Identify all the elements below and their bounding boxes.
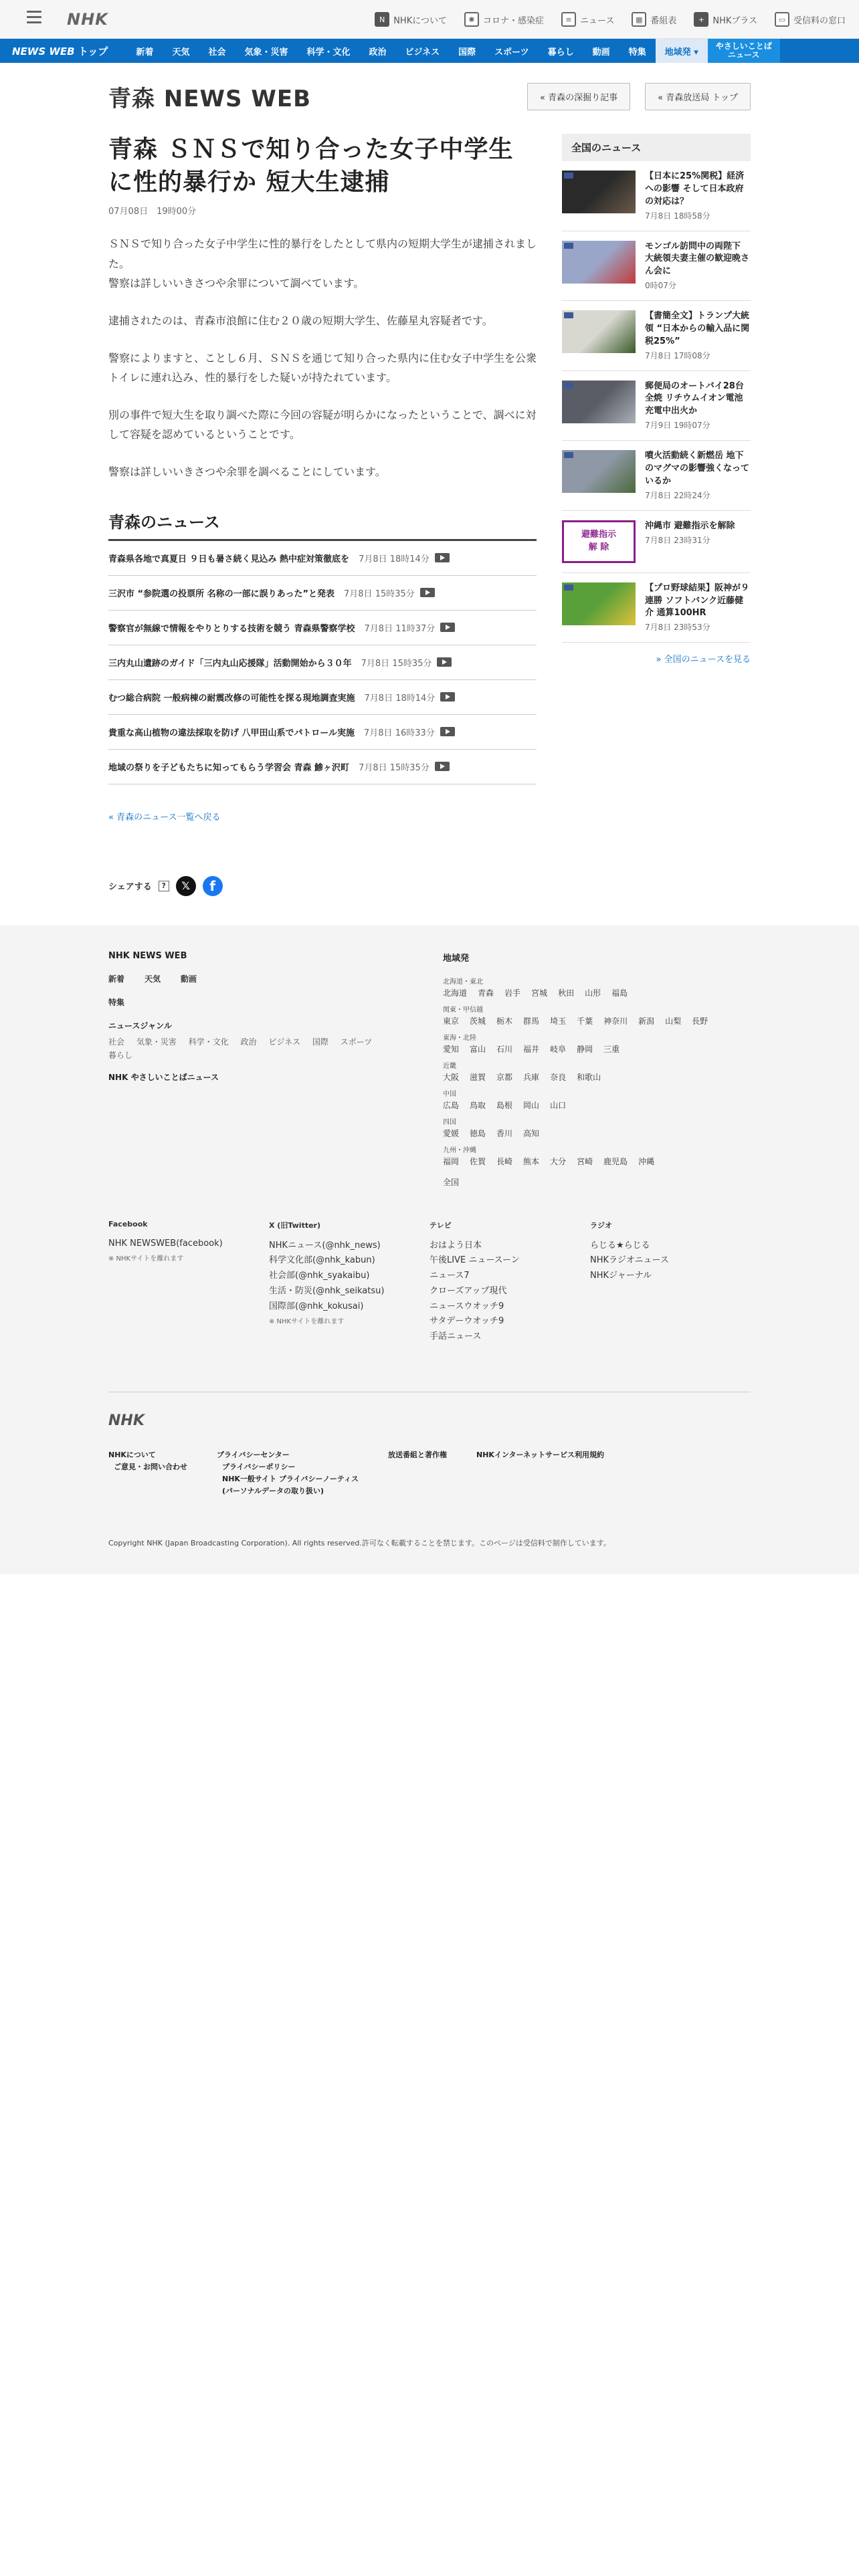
evac-line: 解 除	[588, 542, 609, 552]
toplink-program-guide[interactable]: ▦ 番組表	[632, 12, 676, 27]
video-icon	[435, 762, 450, 771]
evac-line: 避難指示	[581, 530, 616, 540]
region-link[interactable]: 島根	[496, 1100, 513, 1110]
article-body	[108, 234, 537, 481]
social-link[interactable]: NHKラジオニュース	[590, 1255, 669, 1266]
news-thumbnail	[562, 450, 636, 493]
legal-link[interactable]: NHKについて	[108, 1450, 156, 1459]
region-group-items	[443, 1128, 751, 1139]
region-link[interactable]: 鹿児島	[603, 1156, 628, 1166]
station-top-button[interactable]: « 青森放送局 トップ	[645, 83, 751, 110]
sidebar-item-text	[645, 520, 735, 563]
region-group	[443, 976, 751, 998]
legal-sub-link[interactable]: プライバシーポリシー	[222, 1462, 296, 1471]
list-item[interactable]: 地域の祭りを子どもたちに知ってもらう学習会 青森 鯵ヶ沢町 7月8日 15時35分	[108, 750, 537, 784]
legal-sub-link[interactable]: (パーソナルデータの取り扱い)	[222, 1486, 324, 1495]
social-link[interactable]: らじる★らじる	[590, 1240, 650, 1251]
footer-legal-links	[108, 1449, 751, 1496]
footer-easy-news-link[interactable]: NHK やさしいことばニュース	[108, 1073, 219, 1083]
nav-item-easy-news[interactable]: やさしいことば ニュース	[708, 39, 780, 63]
social-column-heading: ラジオ	[590, 1220, 612, 1230]
region-group	[443, 1116, 751, 1139]
sidebar-item-title: モンゴル訪問中の両陛下 大統領夫妻主催の歓迎晩さん会に	[645, 241, 750, 277]
region-group-label: 東海・北陸	[443, 1034, 476, 1042]
region-link[interactable]: 沖縄	[638, 1156, 655, 1166]
share-bar	[108, 876, 537, 896]
social-link[interactable]: 社会部(@nhk_syakaibu)	[269, 1271, 370, 1281]
legal-sub-link[interactable]: NHK一般サイト プライバシーノーティス	[222, 1474, 359, 1483]
news-thumbnail	[562, 171, 636, 213]
region-link[interactable]: 熊本	[523, 1156, 540, 1166]
sidebar-item-text	[645, 450, 751, 501]
region-link[interactable]: 宮崎	[577, 1156, 593, 1166]
sidebar-item-title: 【書簡全文】トランプ大統領 “日本からの輸入品に関税25%”	[645, 311, 750, 346]
footer-genre-link[interactable]: ビジネス	[268, 1037, 301, 1047]
news-icon: ≡	[561, 12, 576, 27]
page-title: 青森 NEWS WEB	[108, 85, 311, 112]
nav-item-society[interactable]: 社会	[208, 47, 226, 58]
region-link[interactable]: 愛知	[443, 1044, 460, 1054]
local-news-list	[108, 541, 537, 784]
sidebar-item-title: 郵便局のオートバイ28台全焼 リチウムイオン電池充電中出火か	[645, 381, 744, 417]
region-link[interactable]: 福島	[611, 988, 628, 998]
social-column	[590, 1220, 751, 1345]
region-link[interactable]: 滋賀	[470, 1072, 486, 1082]
social-column	[269, 1220, 430, 1345]
video-badge-icon	[564, 243, 573, 249]
footer-genre-link[interactable]: 暮らし	[108, 1050, 133, 1060]
region-link[interactable]: 香川	[496, 1128, 513, 1138]
list-item[interactable]: 三沢市 “参院選の投票所 名称の一部に誤りあった”と発表 7月8日 15時35分	[108, 576, 537, 611]
region-group-items	[443, 1156, 751, 1167]
legal-link-group	[476, 1449, 604, 1496]
nhk-icon: N	[375, 12, 389, 27]
region-link[interactable]: 福岡	[443, 1156, 460, 1166]
nhk-plus-icon: +	[694, 12, 708, 27]
region-group-items	[443, 1071, 751, 1083]
region-link[interactable]: 岡山	[523, 1100, 540, 1110]
region-link[interactable]: 岩手	[504, 988, 521, 998]
nav-item-disaster[interactable]: 気象・災害	[244, 47, 288, 58]
region-link[interactable]: 福井	[523, 1044, 540, 1054]
region-group-label: 北海道・東北	[443, 978, 483, 986]
sidebar-item-text	[645, 171, 751, 221]
nav-item-weather[interactable]: 天気	[172, 47, 190, 58]
footer-link-weather[interactable]: 天気	[145, 974, 161, 984]
footer-genre-links	[108, 1035, 416, 1063]
region-link[interactable]: 愛媛	[443, 1128, 460, 1138]
legal-link[interactable]: 放送番組と著作権	[388, 1450, 448, 1459]
article-paragraph: ＳＮＳで知り合った女子中学生に性的暴行をしたとして県内の短期大学生が逮捕されました。 警察は詳しいいきさつや余罪について調べています。	[108, 237, 537, 290]
article-paragraph: 別の事件で短大生を取り調べた際に今回の容疑が明らかになったということで、調べに対して容疑を認めているということです。	[108, 408, 537, 441]
sidebar-news-item[interactable]	[562, 301, 751, 371]
social-link[interactable]: 科学文化部(@nhk_kabun)	[269, 1255, 375, 1266]
social-link[interactable]: 国際部(@nhk_kokusai)	[269, 1301, 364, 1311]
sidebar-heading: 全国のニュース	[562, 134, 751, 161]
region-group-label: 近畿	[443, 1062, 456, 1070]
footer-site-title[interactable]: NHK NEWS WEB	[108, 950, 187, 961]
legal-link-group	[108, 1449, 187, 1496]
hamburger-menu-icon[interactable]	[27, 11, 41, 23]
legal-link-group	[217, 1449, 359, 1496]
region-link[interactable]: 宮城	[531, 988, 548, 998]
footer-genre-link[interactable]: 国際	[312, 1037, 328, 1047]
social-link[interactable]: クローズアップ現代	[430, 1285, 507, 1296]
footer-link-new[interactable]: 新着	[108, 974, 125, 984]
region-link[interactable]: 徳島	[470, 1128, 486, 1138]
video-icon	[435, 553, 450, 562]
article-column	[108, 134, 537, 896]
social-column-heading: Facebook	[108, 1219, 148, 1228]
video-badge-icon	[564, 584, 573, 591]
region-link[interactable]: 長崎	[496, 1156, 513, 1166]
copyright: Copyright NHK (Japan Broadcasting Corporation). All rights reserved.許可なく転載することを禁じます。このページは受信料で制作しています。	[108, 1538, 611, 1547]
legal-link[interactable]: プライバシーセンター	[217, 1450, 290, 1459]
footer-genre-link[interactable]: 科学・文化	[188, 1037, 229, 1047]
toplink-nhk-plus[interactable]: + NHKプラス	[694, 12, 757, 27]
toplink-fee[interactable]: ▭ 受信料の窓口	[775, 12, 846, 27]
region-group	[443, 1144, 751, 1167]
footer-genre-link[interactable]: スポーツ	[340, 1037, 373, 1047]
news-thumbnail	[562, 582, 636, 625]
sidebar-item-date: 7月9日 19時07分	[645, 421, 710, 431]
region-link[interactable]: 青森	[478, 988, 494, 998]
evacuation-lifted-thumbnail	[562, 520, 636, 563]
region-groups	[443, 976, 751, 1167]
region-group	[443, 1060, 751, 1083]
region-link[interactable]: 富山	[470, 1044, 486, 1054]
x-share-icon[interactable]: 𝕏	[176, 876, 196, 896]
social-link[interactable]: ニュースウオッチ9	[430, 1301, 504, 1311]
back-to-list-link[interactable]: « 青森のニュース一覧へ戻る	[108, 810, 537, 823]
page-header	[108, 82, 751, 111]
video-icon	[420, 588, 435, 597]
toplink-news[interactable]: ≡ ニュース	[561, 12, 614, 27]
virus-icon: ✺	[464, 12, 479, 27]
region-group-items	[443, 1015, 751, 1027]
tv-icon: ▭	[775, 12, 789, 27]
news-thumbnail	[562, 241, 636, 284]
region-link[interactable]: 石川	[496, 1044, 513, 1054]
sidebar-item-text	[645, 241, 751, 292]
social-link[interactable]: おはよう日本	[430, 1240, 482, 1251]
region-group	[443, 1032, 751, 1055]
region-group-label: 関東・甲信越	[443, 1006, 483, 1014]
sidebar-item-date: 0時07分	[645, 281, 676, 291]
social-column	[430, 1220, 590, 1345]
region-link[interactable]: 秋田	[558, 988, 575, 998]
footer-social-columns	[108, 1220, 751, 1345]
more-national-news-link[interactable]: » 全国のニュースを見る	[562, 652, 751, 665]
external-note: ※ NHKサイトを離れます	[269, 1318, 345, 1326]
region-link[interactable]: 高知	[523, 1128, 540, 1138]
video-icon	[440, 727, 455, 736]
article-paragraph: 警察によりますと、ことし６月、ＳＮＳを通じて知り合った県内に住む女子中学生を公衆トイレに連れ込み、性的暴行をした疑いが持たれています。	[108, 351, 537, 385]
main-nav	[0, 39, 859, 63]
social-column-heading: テレビ	[430, 1220, 452, 1230]
list-item[interactable]: 三内丸山遺跡のガイド「三内丸山応援隊」活動開始から３０年 7月8日 15時35分	[108, 645, 537, 680]
article-paragraph: 逮捕されたのは、青森市浪館に住む２０歳の短期大学生、佐藤星丸容疑者です。	[108, 314, 493, 327]
region-group-label: 九州・沖縄	[443, 1146, 476, 1154]
footer-region-all-link[interactable]: 全国	[443, 1177, 460, 1187]
social-link[interactable]: NHKニュース(@nhk_news)	[269, 1240, 381, 1251]
video-icon	[440, 692, 455, 702]
deep-dive-button[interactable]: « 青森の深掘り記事	[527, 83, 630, 110]
footer-genre-link[interactable]: 社会	[108, 1037, 125, 1047]
region-link[interactable]: 新潟	[638, 1016, 655, 1026]
help-icon[interactable]: ?	[159, 881, 169, 891]
video-badge-icon	[564, 383, 573, 389]
region-link[interactable]: 大阪	[443, 1072, 460, 1082]
region-group-items	[443, 1099, 751, 1111]
region-group	[443, 1088, 751, 1111]
footer-region-links	[443, 951, 751, 1188]
region-link[interactable]: 奈良	[550, 1072, 567, 1082]
legal-link-group	[388, 1449, 447, 1496]
article-paragraph: 警察は詳しいいきさつや余罪を調べることにしています。	[108, 465, 386, 478]
sidebar-news-item[interactable]	[562, 161, 751, 231]
sidebar-item-title: 噴火活動続く新燃岳 地下のマグマの影響強くなっているか	[645, 451, 750, 486]
nav-item-science[interactable]: 科学・文化	[306, 47, 351, 58]
region-group	[443, 1004, 751, 1027]
region-link[interactable]: 広島	[443, 1100, 460, 1110]
footer-genre-heading: ニュースジャンル	[108, 1021, 172, 1031]
nav-item-new[interactable]: 新着	[136, 47, 154, 58]
sidebar-item-text	[645, 582, 751, 633]
sidebar-item-title: 【プロ野球結果】阪神が９連勝 ソフトバンク近藤健介 通算100HR	[645, 582, 750, 619]
sidebar-news-item[interactable]	[562, 371, 751, 441]
nav-item-politics[interactable]: 政治	[369, 47, 387, 58]
sidebar-list	[562, 161, 751, 643]
region-group-label: 中国	[443, 1090, 456, 1098]
region-link[interactable]: 山口	[550, 1100, 567, 1110]
facebook-share-icon[interactable]: f	[203, 876, 223, 896]
legal-link[interactable]: NHKインターネットサービス利用規約	[476, 1450, 604, 1459]
nav-item-life[interactable]: 暮らし	[547, 47, 574, 58]
list-item[interactable]: 青森県各地で真夏日 ９日も暑さ続く見込み 熱中症対策徹底を 7月8日 18時14分	[108, 541, 537, 576]
social-link[interactable]: NHKジャーナル	[590, 1271, 652, 1281]
region-link[interactable]: 鳥取	[470, 1100, 486, 1110]
sidebar-item-text	[645, 381, 751, 431]
region-link[interactable]: 千葉	[577, 1016, 593, 1026]
local-news-heading: 青森のニュース	[108, 509, 537, 541]
grid-icon: ▦	[632, 12, 646, 27]
region-link[interactable]: 群馬	[523, 1016, 540, 1026]
news-thumbnail	[562, 310, 636, 353]
footer-site-links	[108, 951, 416, 1188]
region-link[interactable]: 栃木	[496, 1016, 513, 1026]
region-link[interactable]: 山梨	[665, 1016, 682, 1026]
share-label: シェアする	[108, 882, 152, 893]
region-link[interactable]: 兵庫	[523, 1072, 540, 1082]
region-link[interactable]: 山形	[585, 988, 601, 998]
toplink-nhk-about[interactable]: N NHKについて	[375, 12, 447, 27]
nav-top-link[interactable]: NEWS WEB トップ	[12, 45, 108, 58]
video-badge-icon	[564, 173, 573, 179]
social-link[interactable]: サタデーウオッチ9	[430, 1316, 504, 1327]
sidebar-item-date: 7月8日 17時08分	[645, 350, 710, 360]
nav-item-feature[interactable]: 特集	[628, 47, 646, 58]
region-group-items	[443, 987, 751, 998]
legal-sub-link[interactable]: ご意見・お問い合わせ	[114, 1462, 187, 1471]
nav-item-international[interactable]: 国際	[458, 47, 476, 58]
list-item[interactable]: 警察官が無線で情報をやりとりする技術を競う 青森県警察学校 7月8日 11時37分	[108, 611, 537, 645]
footer-genre-link[interactable]: 気象・災害	[136, 1037, 177, 1047]
news-thumbnail	[562, 381, 636, 423]
article-date: 07月08日 19時00分	[108, 207, 197, 217]
region-link[interactable]: 三重	[603, 1044, 620, 1054]
sidebar-item-title: 【日本に25%関税】経済への影響 そして日本政府の対応は？	[645, 171, 745, 207]
header-buttons	[527, 83, 751, 110]
top-bar	[0, 0, 859, 39]
region-link[interactable]: 岐阜	[550, 1044, 567, 1054]
region-link[interactable]: 茨城	[470, 1016, 486, 1026]
region-link[interactable]: 東京	[443, 1016, 460, 1026]
top-links	[375, 0, 846, 39]
region-group-items	[443, 1043, 751, 1055]
social-column-heading: X (旧Twitter)	[269, 1220, 320, 1230]
sidebar-news-item[interactable]	[562, 231, 751, 302]
toplink-corona[interactable]: ✺ コロナ・感染症	[464, 12, 544, 27]
social-link[interactable]: NHK NEWSWEB(facebook)	[108, 1238, 223, 1249]
social-link[interactable]: 生活・防災(@nhk_seikatsu)	[269, 1285, 385, 1296]
region-link[interactable]: 北海道	[443, 988, 468, 998]
sidebar-item-text	[645, 310, 751, 361]
footer-region-heading: 地域発	[443, 953, 470, 964]
nav-item-sports[interactable]: スポーツ	[494, 47, 529, 58]
social-link[interactable]: ニュース7	[430, 1271, 470, 1281]
video-badge-icon	[564, 312, 573, 318]
footer-genre-link[interactable]: 政治	[240, 1037, 257, 1047]
page-container	[108, 82, 751, 896]
sidebar-news-item[interactable]	[562, 511, 751, 573]
region-link[interactable]: 長野	[692, 1016, 708, 1026]
footer-nhk-logo[interactable]: NHK	[108, 1412, 145, 1429]
video-icon	[440, 623, 455, 632]
footer-bottom	[108, 1392, 751, 1548]
footer-link-feature[interactable]: 特集	[108, 997, 125, 1007]
sidebar-item-date: 7月8日 22時24分	[645, 490, 710, 500]
sidebar-item-date: 7月8日 23時31分	[645, 535, 710, 545]
list-item[interactable]: むつ総合病院 一般病棟の耐震改修の可能性を探る現地調査実施 7月8日 18時14分	[108, 680, 537, 715]
footer-link-video[interactable]: 動画	[181, 974, 197, 984]
region-link[interactable]: 京都	[496, 1072, 513, 1082]
social-column	[108, 1220, 269, 1345]
content-area	[108, 134, 751, 896]
external-note: ※ NHKサイトを離れます	[108, 1255, 184, 1263]
region-link[interactable]: 大分	[550, 1156, 567, 1166]
list-item[interactable]: 貴重な高山植物の違法採取を防げ 八甲田山系でパトロール実施 7月8日 16時33分	[108, 715, 537, 750]
region-link[interactable]: 佐賀	[470, 1156, 486, 1166]
sidebar-news-item[interactable]	[562, 573, 751, 643]
region-link[interactable]: 埼玉	[550, 1016, 567, 1026]
sidebar-item-title: 沖縄市 避難指示を解除	[645, 520, 735, 531]
nav-item-region-dropdown[interactable]: 地域発 ▾	[656, 39, 708, 63]
region-link[interactable]: 神奈川	[603, 1016, 628, 1026]
video-icon	[437, 657, 452, 667]
region-link[interactable]: 和歌山	[577, 1072, 601, 1082]
nav-item-video[interactable]: 動画	[592, 47, 610, 58]
region-link[interactable]: 静岡	[577, 1044, 593, 1054]
sidebar-item-date: 7月8日 18時58分	[645, 211, 710, 221]
nav-item-business[interactable]: ビジネス	[405, 47, 440, 58]
footer	[0, 926, 859, 1574]
nhk-logo[interactable]: NHK	[67, 10, 108, 29]
social-link[interactable]: 午後LIVE ニュースーン	[430, 1255, 520, 1266]
national-news-sidebar	[562, 134, 751, 896]
video-badge-icon	[564, 452, 573, 458]
region-group-label: 四国	[443, 1118, 456, 1126]
article-title: 青森 ＳＮＳで知り合った女子中学生に性的暴行か 短大生逮捕	[108, 136, 514, 196]
social-link[interactable]: 手話ニュース	[430, 1331, 482, 1342]
sidebar-item-date: 7月8日 23時53分	[645, 623, 710, 633]
sidebar-news-item[interactable]	[562, 441, 751, 511]
